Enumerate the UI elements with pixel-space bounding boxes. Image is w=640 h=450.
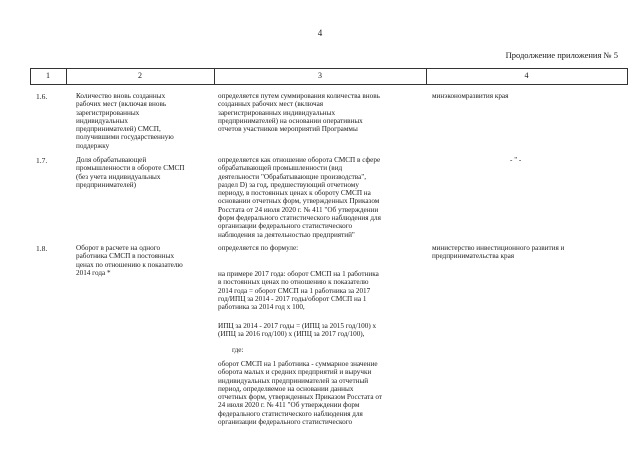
- continuation-label: Продолжение приложения № 5: [505, 50, 618, 60]
- row-number: 1.7.: [36, 156, 48, 165]
- header-col-3: 3: [318, 71, 322, 80]
- row-method-formula: ИПЦ за 2014 - 2017 годы = (ИПЦ за 2015 год/100) x (ИПЦ за 2016 год/100) x (ИПЦ за 2017 год/100),: [218, 322, 377, 339]
- row-method: определяется как отношение оборота СМСП в сфере обрабатывающей промышленности (вид деятельности "Обрабатывающие производства", раздел D) за год, предшествующий отчетному периоду, в постоянных ценах к обороту СМСП на основании отчетных форм, утвержденных Приказом Росстата от 24 июля 2020 г. № 411 "Об утверждении форм федерального статистического наблюдения для организации федерального статистического наблюдения за деятельностью предприятий": [218, 156, 381, 239]
- row-number: 1.6.: [36, 92, 48, 101]
- page-number: 4: [317, 28, 323, 38]
- row-indicator: Количество вновь созданных рабочих мест (включая вновь зарегистрированных индивидуальных предпринимателей) СМСП, получившими государственную поддержку: [76, 92, 174, 150]
- row-indicator: Доля обрабатывающей промышленности в обороте СМСП (без учета индивидуальных предпринимателей): [76, 156, 185, 189]
- row-method-intro: определяется по формуле:: [218, 244, 299, 252]
- row-method-definition: оборот СМСП на 1 работника - суммарное значение оборота малых и средних предприятий и выручки индивидуальных предпринимателей за отчетный период, определяемое на основании данных отчетных форм, утвержденных Приказом Росстата от 24 июля 2020 г. № 411 "Об утверждении форм федерального статистического наблюдения для организации федерального статистического: [218, 360, 382, 427]
- header-col-2: 2: [138, 71, 142, 80]
- row-responsible: минэкономразвития края: [432, 92, 509, 100]
- col-divider-right: [627, 68, 628, 85]
- table-header-bottom-border: [30, 84, 628, 85]
- row-indicator: Оборот в расчете на одного работника СМСП в постоянных ценах по отношению к показателю 2014 года *: [76, 244, 183, 277]
- row-method: определяется путем суммирования количества вновь созданных рабочих мест (включая зарегистрированных индивидуальных предпринимателей) на основании оперативных отчетов участников мероприятий Программы: [218, 92, 380, 134]
- header-col-1: 1: [46, 71, 50, 80]
- row-responsible: - " -: [510, 156, 522, 164]
- header-col-4: 4: [524, 71, 529, 80]
- row-responsible: министерство инвестиционного развития и предпринимательства края: [432, 244, 565, 261]
- row-method-example: на примере 2017 года: оборот СМСП на 1 работника в постоянных ценах по отношению к показателю 2014 года = оборот СМСП на 1 работника за 2017 год/ИПЦ за 2014 - 2017 годы/оборот СМСП на 1 работника за 2014 год x 100,: [218, 270, 379, 312]
- row-method-where: где:: [232, 346, 244, 354]
- row-number: 1.8.: [36, 244, 48, 253]
